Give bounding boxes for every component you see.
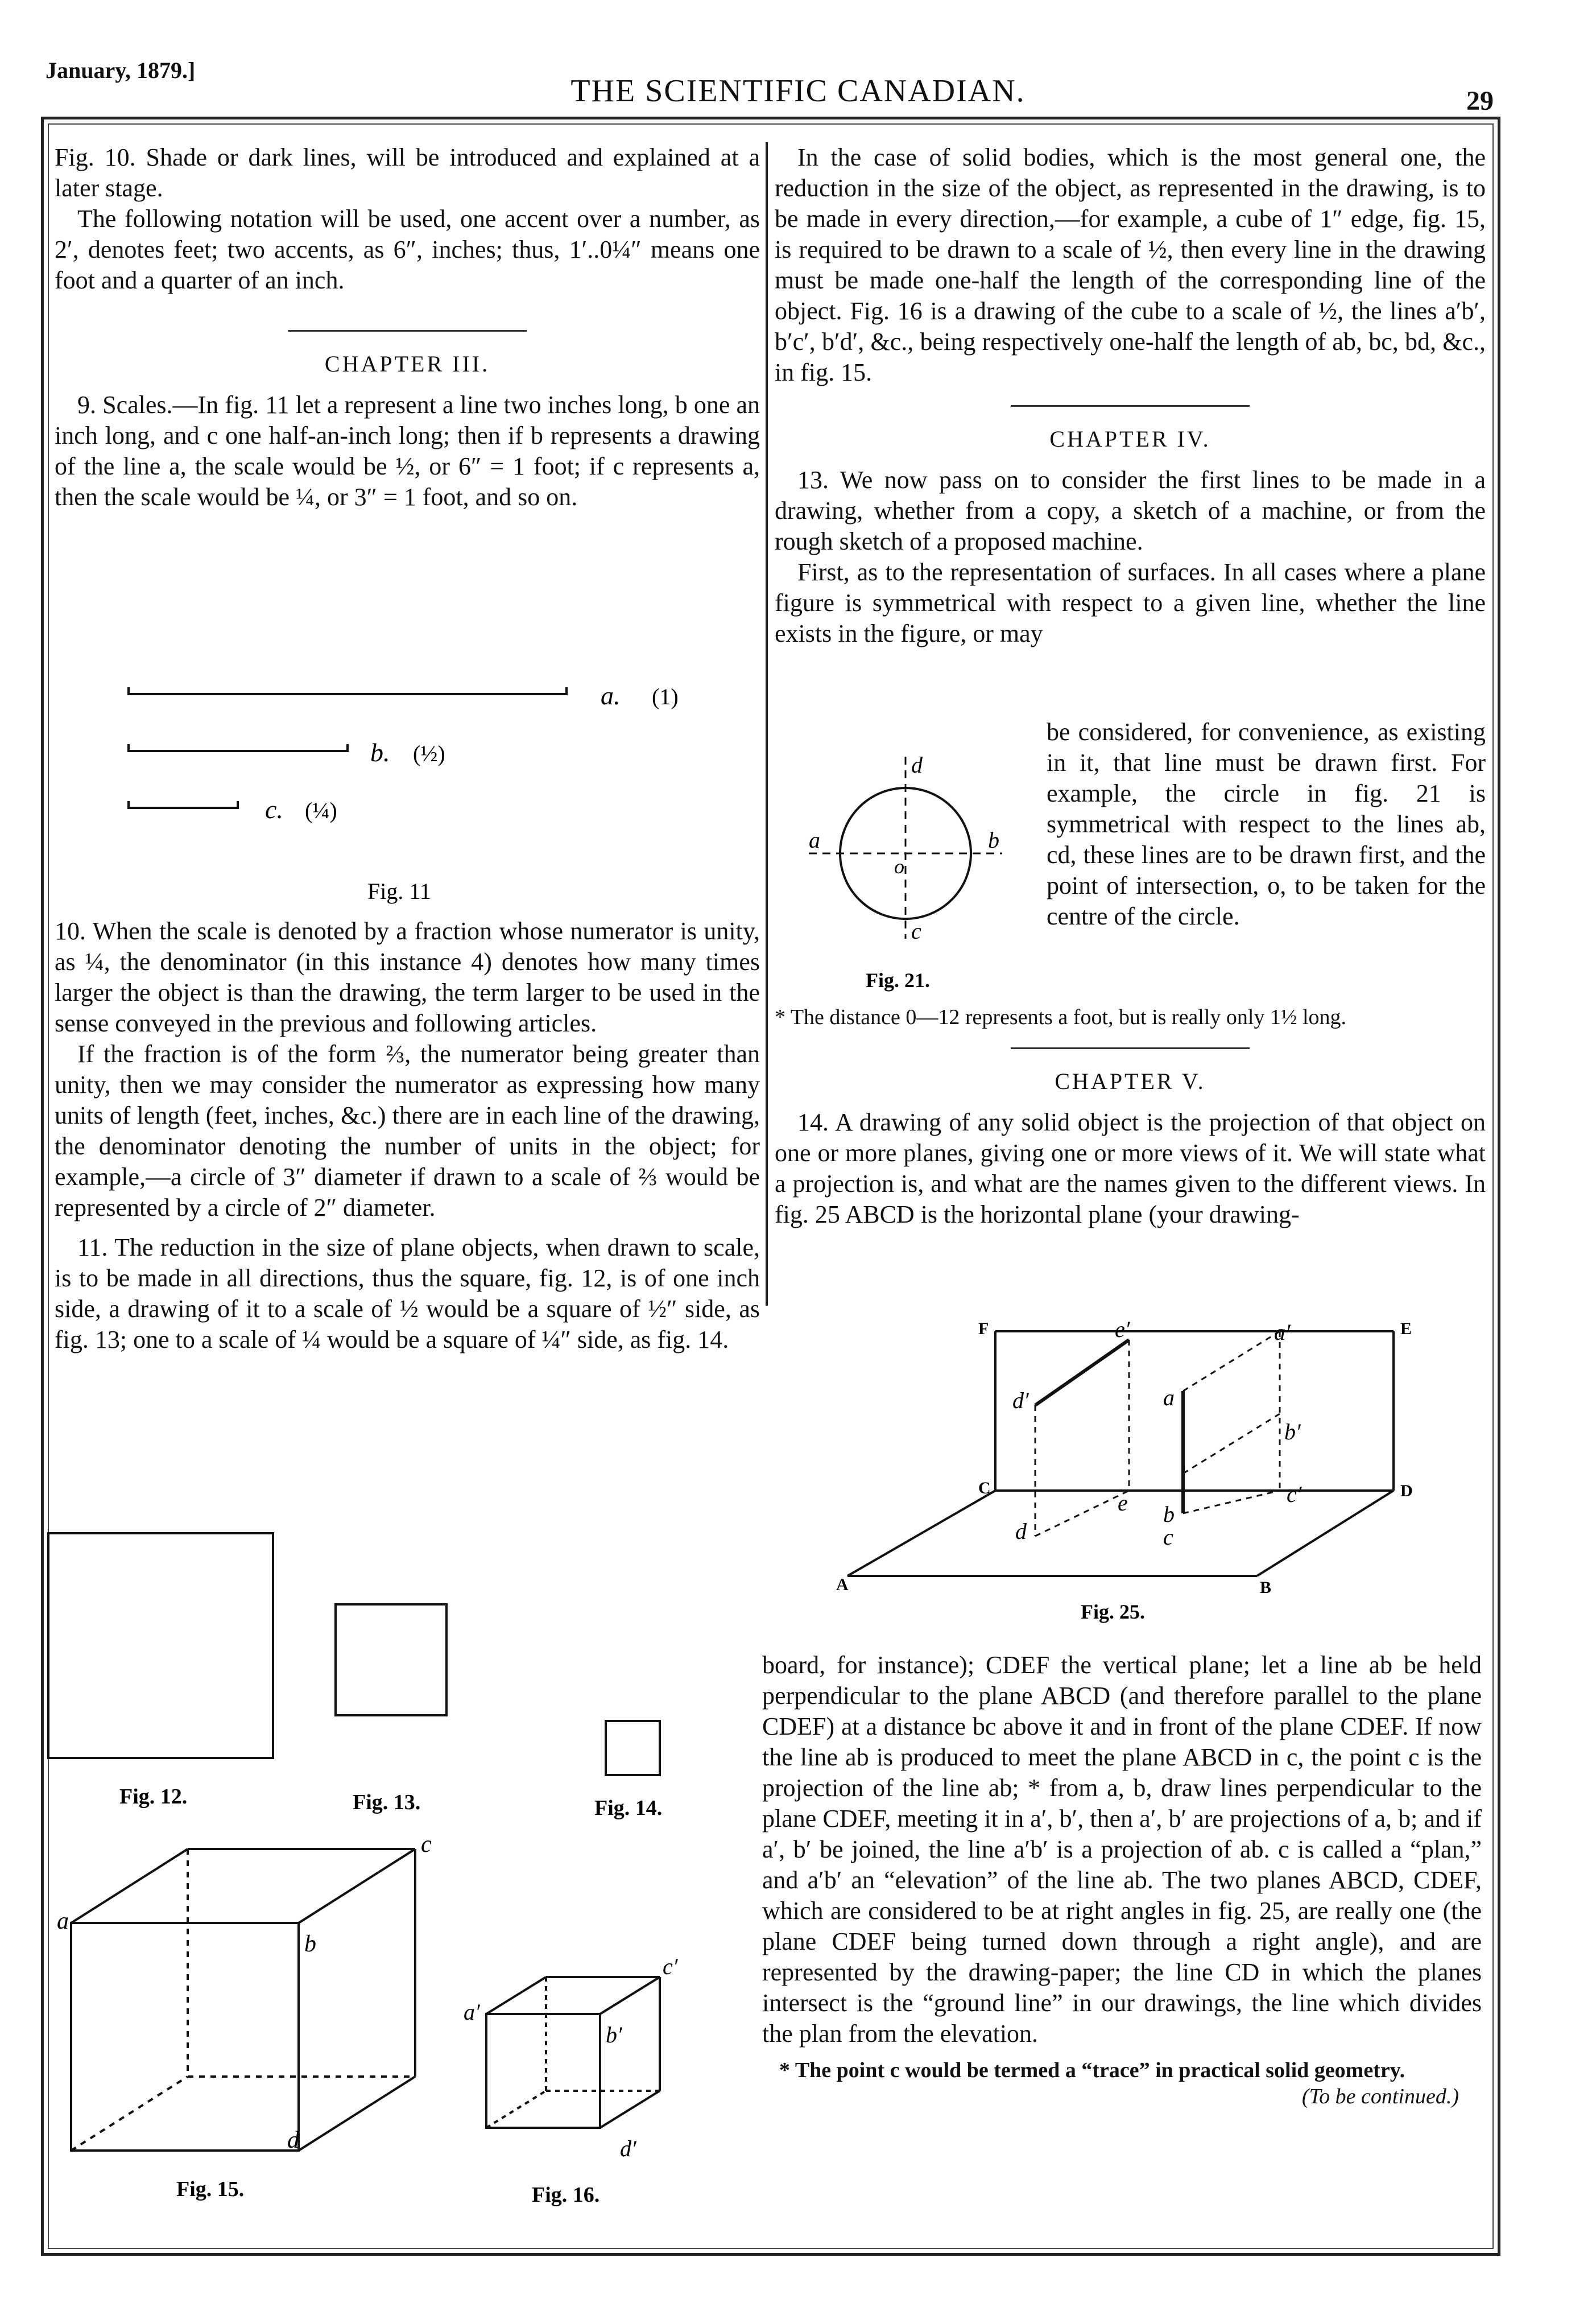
fig25-c: c [1163, 1524, 1173, 1550]
fig25-B: B [1260, 1578, 1272, 1597]
fig15-label-c: c [421, 1838, 432, 1858]
fig25-caption: Fig. 25. [1081, 1600, 1145, 1623]
paragraph-13b-side: be considered, for convenience, as existing in it, that line must be drawn first. For example, the circle in fig. 21 is symmetrical with respect to the lines ab, cd, these lines are to be drawn first, and the point of intersection, o, to be taken for the centre of the circle. [1047, 718, 1486, 930]
fig12-caption: Fig. 12. [119, 1785, 188, 1809]
fig25-D: D [1400, 1481, 1413, 1500]
section-rule-2 [1011, 405, 1250, 407]
chapter-3-heading: CHAPTER III. [324, 351, 490, 377]
paragraph-11: 11. The reduction in the size of plane objects, when drawn to scale, is to be made in all directions, thus the square, fig. 12, is of one inch side, a drawing of it to a scale of ½ would be a square of ½″ side, as fig. 13; one to a scale of ¼ would be a square of ¼″ side, as fig. 14. [55, 1233, 760, 1353]
fig21-label-c: c [911, 918, 921, 944]
chapter-5-heading: CHAPTER V. [1055, 1068, 1206, 1094]
fig25-a-prime: a′ [1274, 1319, 1291, 1345]
fig25-d-prime: d′ [1012, 1388, 1029, 1413]
to-be-continued: (To be continued.) [1301, 2085, 1459, 2108]
fig21-label-d: d [911, 752, 923, 778]
chapter-4-heading: CHAPTER IV. [1049, 426, 1211, 452]
fig25-A: A [836, 1575, 849, 1594]
footnote-scale: * The distance 0—12 represents a foot, but is really only 1½ long. [775, 1005, 1347, 1029]
fig13-caption: Fig. 13. [353, 1790, 421, 1814]
journal-title: THE SCIENTIFIC CANADIAN. [570, 73, 1026, 109]
solid-bodies-paragraph: In the case of solid bodies, which is the most general one, the reduction in the size of the object, as represented in the drawing, is to be made in every direction,—for example, a cube of 1″ edge, fig. 15, is required to be drawn to a scale of ½, then every line in the drawing must be made one-half the length of the corresponding line of the object. Fig. 16 is a drawing of the cube to a scale of ½, the lines a′b′, b′c′, b′d′, &c., being respectively one-half the length of ab, bc, bd, &c., in fig. 15. [775, 143, 1486, 386]
fig25-e-prime: e′ [1115, 1316, 1130, 1342]
paragraph-14: 14. A drawing of any solid object is the projection of that object on one or more planes, giving one or more views of it. We will state what a projection is, and what are the names given to the different views. In fig. 25 ABCD is the horizontal plane (your drawing- [775, 1108, 1486, 1228]
fig21-circle [775, 745, 1042, 1007]
issue-date: January, 1879.] [46, 57, 196, 83]
fig16-caption: Fig. 16. [532, 2183, 600, 2207]
fig21-label-o: o [894, 855, 904, 878]
paragraph-13b: First, as to the representation of surfaces. In all cases where a plane figure is symmetrical with respect to a given line, whether the line exists in the figure, or may [775, 558, 1486, 647]
fig25-b: b [1163, 1501, 1175, 1527]
paragraph-13: 13. We now pass on to consider the first lines to be made in a drawing, whether from a copy, a sketch of a machine, or from the rough sketch of a proposed machine. [775, 466, 1486, 555]
fig12-square [48, 1533, 273, 1758]
fig25-c-prime: c′ [1287, 1481, 1302, 1507]
scales-paragraph: 9. Scales.—In fig. 11 let a represent a line two inches long, b one an inch long, and c one half-an-inch long; then if b represents a drawing of the line a, the scale would be ½, or 6″ = 1 foot; if c represents a, then the scale would be ¼, or 3″ = 1 foot, and so on. [55, 391, 760, 511]
fig14-caption: Fig. 14. [594, 1796, 663, 1820]
fig25-C: C [978, 1479, 991, 1497]
fig15-cube [71, 1849, 415, 2151]
fig11-ratio-a: (1) [652, 684, 679, 709]
fig16-label-c: c′ [663, 1954, 678, 1979]
column-divider [766, 142, 768, 1306]
paragraph-14b: board, for instance); CDEF the vertical plane; let a line ab be held perpendicular to the plane ABCD (and therefore parallel to the plane CDEF) at a distance bc above it and in front of the plane CDEF. If now the line ab is produced to meet the plane ABCD in c, the point c is the projection of the line ab; * from a, b, draw lines perpendicular to the plane CDEF, meeting it in a′, b′, then a′, b′ are projections of a, b; and if a′, b′ be joined, the line a′b′ is a projection of ab. c is called a “plan,” and a′b′ an “elevation” of the line ab. The two planes ABCD, CDEF, which are considered to be at right angles in fig. 25, are really one (the plane CDEF being turned down through a right angle), and are represented by the drawing-paper; the line CD in which the planes intersect is the “ground line” in our drawings, the line which divides the plan from the elevation. [762, 1651, 1482, 2048]
left-column-lower [55, 916, 760, 1355]
fig11-label-a: a. [601, 681, 621, 710]
fig25-projection [825, 1309, 1462, 1627]
fig15-label-a: a [57, 1908, 69, 1934]
right-column [775, 142, 1486, 649]
fig11-caption: Fig. 11 [367, 878, 431, 904]
paragraph-10: 10. When the scale is denoted by a fraction whose numerator is unity, as ¼, the denominator (in this instance 4) denotes how many times larger the object is than the drawing, the term larger to be used in the sense conveyed in the previous and following articles. [55, 917, 760, 1037]
fig16-label-a: a′ [464, 1999, 480, 2025]
section-rule [288, 330, 527, 332]
fig21-side-text [1047, 717, 1486, 932]
fig11-ratio-b: (½) [413, 741, 445, 766]
fig21-caption: Fig. 21. [866, 969, 930, 992]
fig25-d: d [1015, 1518, 1027, 1544]
page-number: 29 [1466, 86, 1494, 116]
fig25-e: e [1118, 1490, 1128, 1516]
fig25-a: a [1163, 1385, 1175, 1410]
fig10-paragraph: Fig. 10. Shade or dark lines, will be introduced and explained at a later stage. [55, 143, 760, 202]
right-column-mid [775, 1004, 1486, 1230]
footnote-trace: * The point c would be termed a “trace” in practical solid geometry. [779, 2058, 1405, 2082]
right-column-lower [762, 1650, 1482, 2110]
fig11-ratio-c: (¼) [305, 798, 337, 823]
left-column [55, 142, 760, 513]
fig21-label-a: a [809, 827, 820, 853]
fig25-F: F [978, 1319, 989, 1338]
fig11-label-c: c. [265, 795, 283, 824]
fig15-caption: Fig. 15. [176, 2177, 245, 2201]
fig15-label-d: d [287, 2127, 299, 2153]
fig25-E: E [1400, 1319, 1412, 1338]
fig11-scale-lines [55, 654, 760, 922]
fig16-label-d: d′ [620, 2136, 636, 2161]
fig15-16-cubes [46, 1838, 762, 2247]
fig14-square [606, 1721, 660, 1775]
notation-paragraph: The following notation will be used, one accent over a number, as 2′, denotes feet; two accents, as 6″, inches; thus, 1′..0¼″ means one foot and a quarter of an inch. [55, 205, 760, 294]
fig25-b-prime: b′ [1284, 1419, 1301, 1444]
section-rule-3 [1011, 1047, 1250, 1049]
paragraph-10b: If the fraction is of the form ⅔, the numerator being greater than unity, then we may consider the numerator as expressing how many units of length (feet, inches, &c.) there are in each line of the drawing, the denominator denoting the number of units in the object; for example,—a circle of 3″ diameter if drawn to a scale of ⅔ would be represented by a circle of 2″ diameter. [55, 1040, 760, 1221]
fig21-label-b: b [988, 827, 999, 853]
fig16-cube [486, 1977, 660, 2128]
fig11-label-b: b. [370, 738, 390, 767]
fig16-label-b: b′ [606, 2022, 622, 2048]
fig13-square [336, 1604, 446, 1715]
fig15-label-b: b [304, 1931, 316, 1957]
fig12-14-squares [46, 1525, 762, 1832]
